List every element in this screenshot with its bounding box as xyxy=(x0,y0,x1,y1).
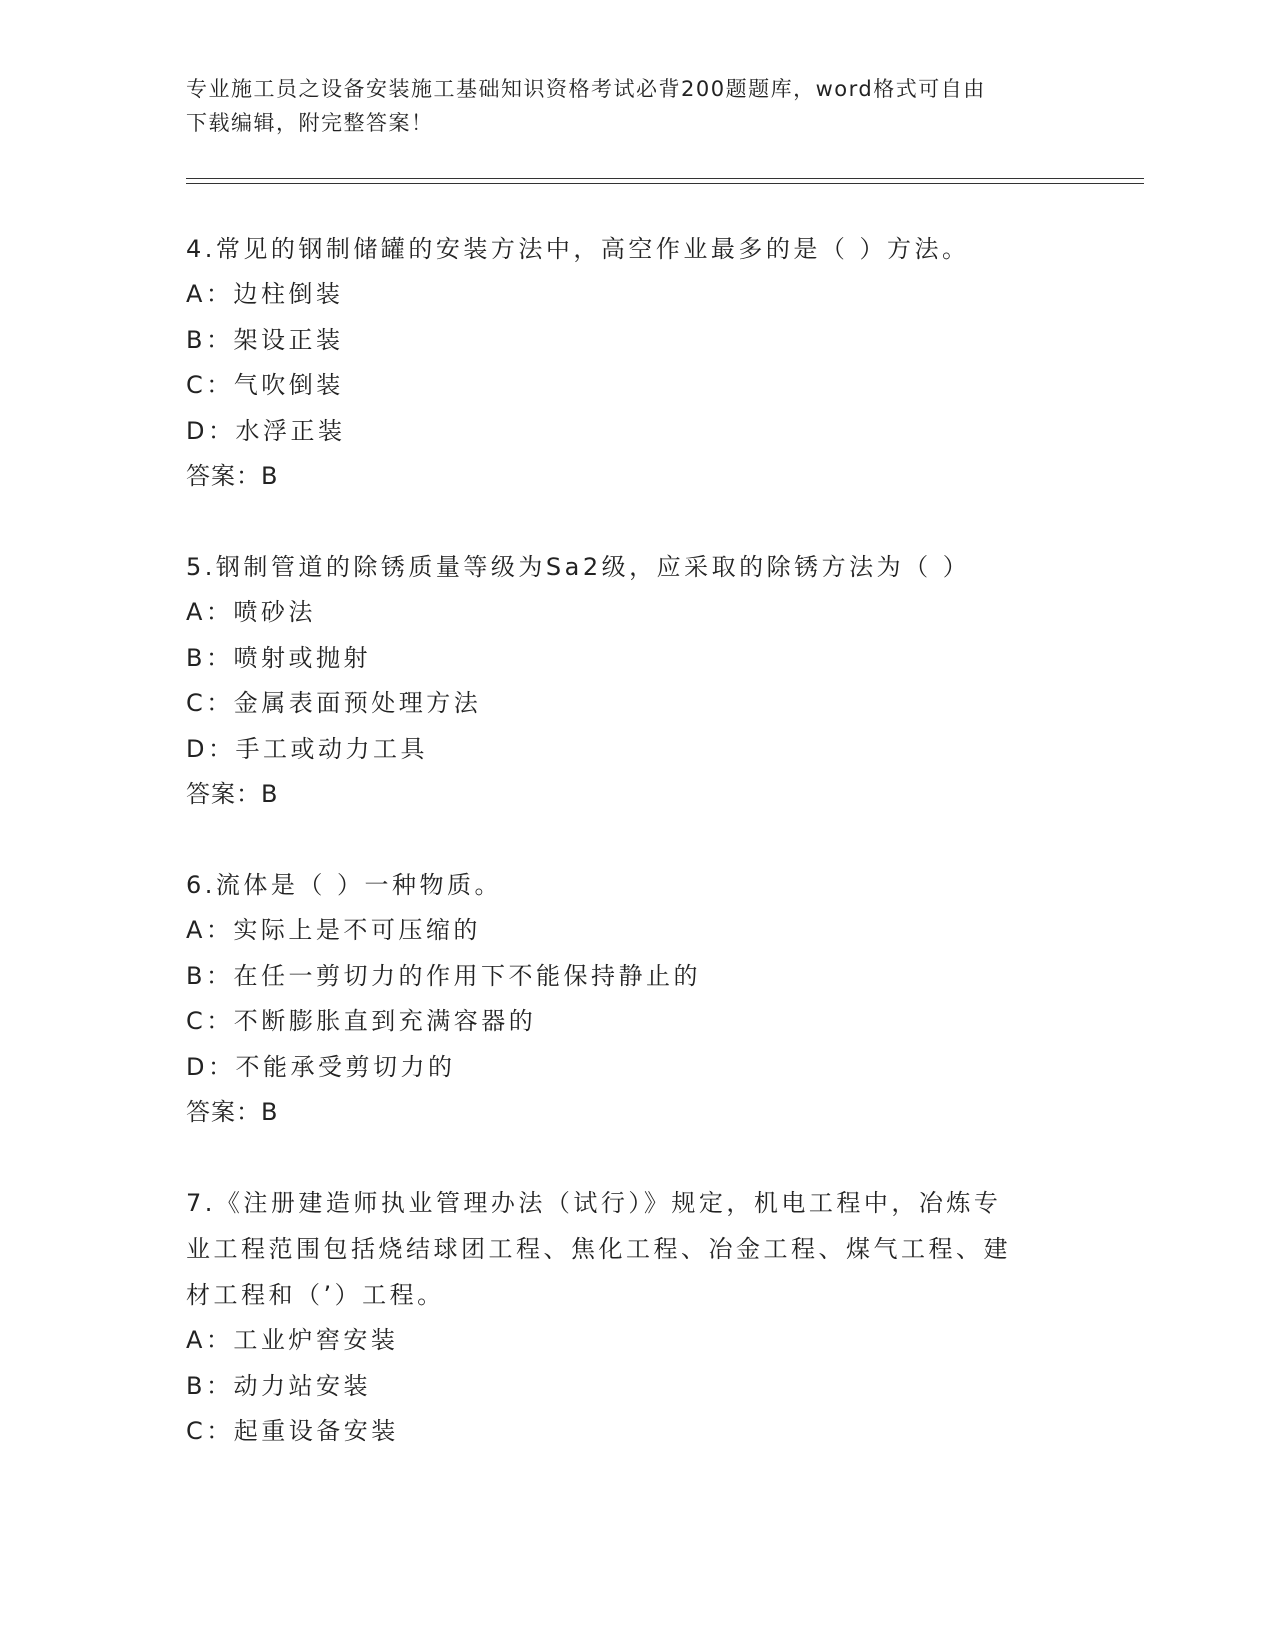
answer: 答案：B xyxy=(186,1098,279,1126)
question-stem: 5.钢制管道的除锈质量等级为Sa2级，应采取的除锈方法为（ ） xyxy=(186,553,971,581)
question-4 xyxy=(186,226,1086,499)
document-header xyxy=(186,72,1066,140)
header-divider-bottom xyxy=(186,183,1144,184)
question-6 xyxy=(186,862,1086,1135)
question-stem-line-1: 7.《注册建造师执业管理办法（试行）》规定，机电工程中，冶炼专 xyxy=(186,1189,1002,1217)
answer: 答案：B xyxy=(186,780,279,808)
option-c: C：起重设备安装 xyxy=(186,1417,399,1445)
option-c: C：不断膨胀直到充满容器的 xyxy=(186,1007,537,1035)
question-5 xyxy=(186,544,1086,817)
option-c: C：金属表面预处理方法 xyxy=(186,689,482,717)
option-b: B：架设正装 xyxy=(186,325,344,354)
question-stem-line-3: 材工程和（’）工程。 xyxy=(186,1281,445,1309)
option-d: D：不能承受剪切力的 xyxy=(186,1052,456,1081)
question-stem: 6.流体是（ ）一种物质。 xyxy=(186,871,503,899)
option-b: B：在任一剪切力的作用下不能保持静止的 xyxy=(186,961,701,990)
header-divider-top xyxy=(186,178,1144,179)
option-a: A：工业炉窖安装 xyxy=(186,1326,399,1354)
answer: 答案：B xyxy=(186,462,279,490)
option-a: A：喷砂法 xyxy=(186,598,316,626)
option-a: A：边柱倒装 xyxy=(186,280,344,308)
option-b: B：喷射或抛射 xyxy=(186,643,371,672)
option-a: A：实际上是不可压缩的 xyxy=(186,916,481,944)
question-stem: 4.常见的钢制储罐的安装方法中，高空作业最多的是（ ）方法。 xyxy=(186,235,970,263)
option-b: B：动力站安装 xyxy=(186,1371,371,1400)
question-stem-line-2: 业工程范围包括烧结球团工程、焦化工程、冶金工程、煤气工程、建 xyxy=(186,1235,1011,1263)
option-c: C：气吹倒装 xyxy=(186,371,344,399)
option-d: D：水浮正装 xyxy=(186,416,346,445)
header-line-2: 下载编辑，附完整答案！ xyxy=(186,111,434,135)
option-d: D：手工或动力工具 xyxy=(186,734,428,763)
question-7 xyxy=(186,1180,1086,1455)
header-line-1: 专业施工员之设备安装施工基础知识资格考试必背200题题库，word格式可自由 xyxy=(186,77,986,101)
